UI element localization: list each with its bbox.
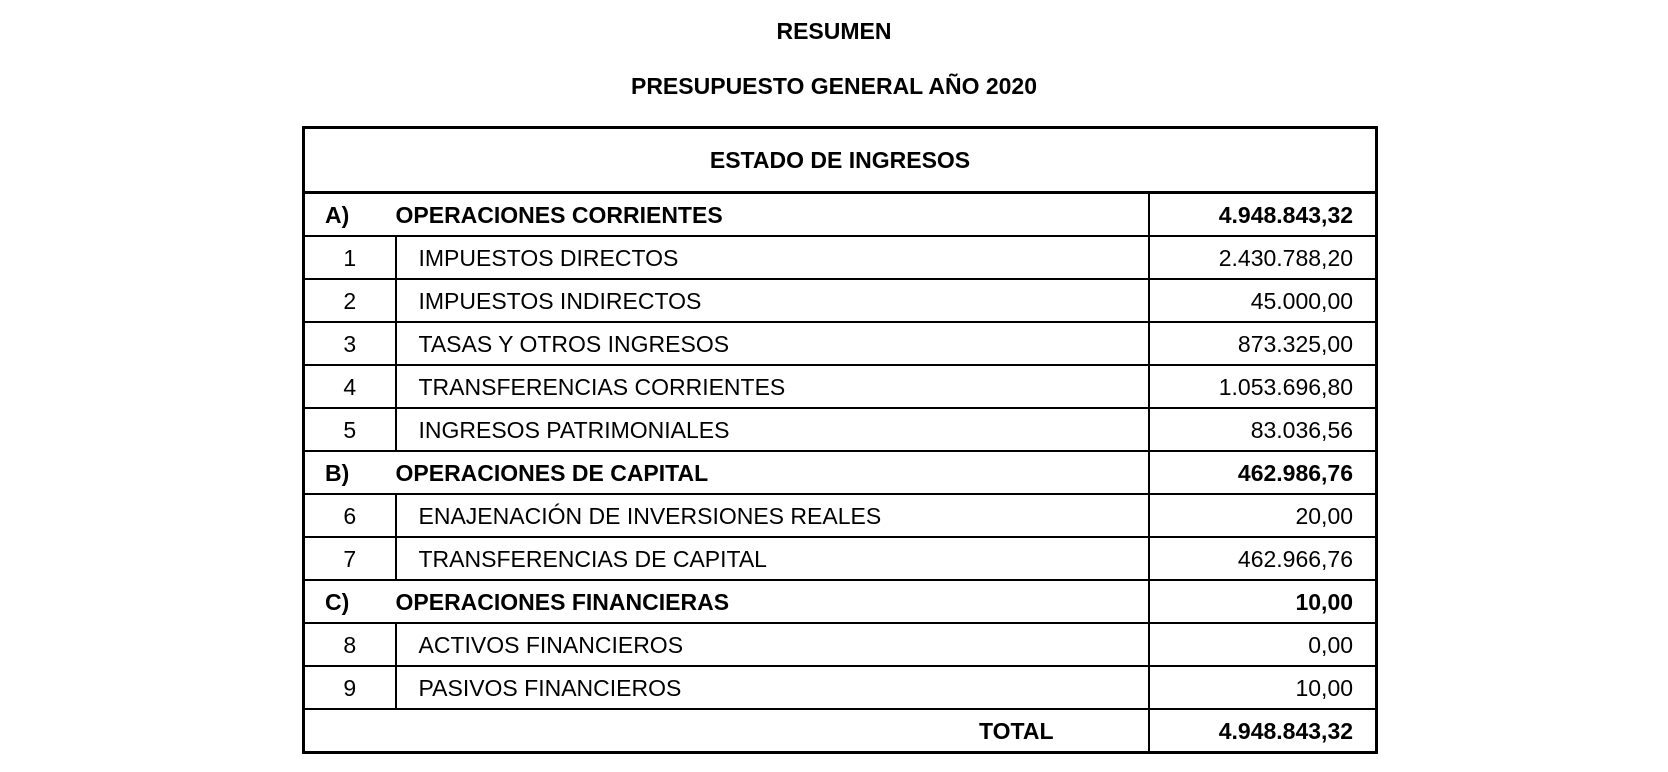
item-label: ENAJENACIÓN DE INVERSIONES REALES [396,494,1149,537]
item-label: TASAS Y OTROS INGRESOS [396,322,1149,365]
item-number: 3 [304,322,396,365]
item-label: IMPUESTOS DIRECTOS [396,236,1149,279]
item-number: 1 [304,236,396,279]
item-label: TRANSFERENCIAS CORRIENTES [396,365,1149,408]
item-number: 2 [304,279,396,322]
total-label: TOTAL [304,709,1149,753]
section-label: OPERACIONES CORRIENTES [396,193,1149,237]
table-header-row [304,128,1377,193]
section-label: OPERACIONES DE CAPITAL [396,451,1149,494]
table-row [304,537,1377,580]
document-subtitle: PRESUPUESTO GENERAL AÑO 2020 [630,73,1038,99]
item-amount: 45.000,00 [1149,279,1377,322]
table-row [304,494,1377,537]
document-title: RESUMEN [776,18,892,44]
item-number: 5 [304,408,396,451]
item-label: TRANSFERENCIAS DE CAPITAL [396,537,1149,580]
table-header: ESTADO DE INGRESOS [304,128,1377,193]
section-amount: 4.948.843,32 [1149,193,1377,237]
item-amount: 462.966,76 [1149,537,1377,580]
item-amount: 2.430.788,20 [1149,236,1377,279]
section-row [304,193,1377,237]
item-number: 4 [304,365,396,408]
table-row [304,623,1377,666]
item-amount: 83.036,56 [1149,408,1377,451]
section-row [304,580,1377,623]
table-row [304,365,1377,408]
section-letter: A) [304,193,396,237]
item-number: 7 [304,537,396,580]
item-label: IMPUESTOS INDIRECTOS [396,279,1149,322]
item-amount: 1.053.696,80 [1149,365,1377,408]
item-amount: 0,00 [1149,623,1377,666]
section-amount: 10,00 [1149,580,1377,623]
section-amount: 462.986,76 [1149,451,1377,494]
table-row [304,408,1377,451]
item-label: INGRESOS PATRIMONIALES [396,408,1149,451]
item-amount: 873.325,00 [1149,322,1377,365]
table-row [304,236,1377,279]
table-row [304,666,1377,709]
total-amount: 4.948.843,32 [1149,709,1377,753]
table-row [304,322,1377,365]
section-letter: C) [304,580,396,623]
item-number: 8 [304,623,396,666]
income-table [302,126,1378,754]
item-amount: 10,00 [1149,666,1377,709]
item-label: ACTIVOS FINANCIEROS [396,623,1149,666]
section-letter: B) [304,451,396,494]
item-label: PASIVOS FINANCIEROS [396,666,1149,709]
section-row [304,451,1377,494]
item-number: 9 [304,666,396,709]
total-row [304,709,1377,753]
item-number: 6 [304,494,396,537]
table-row [304,279,1377,322]
item-amount: 20,00 [1149,494,1377,537]
section-label: OPERACIONES FINANCIERAS [396,580,1149,623]
